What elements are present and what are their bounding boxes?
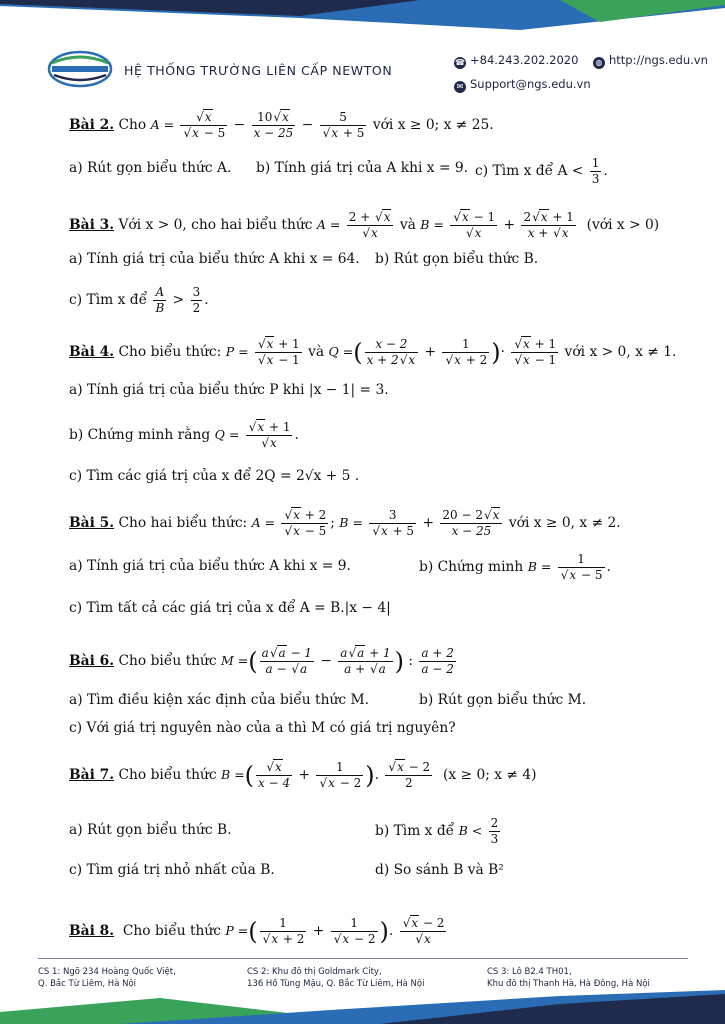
footer-campus-2-line-1: CS 2: Khu đô thị Goldmark City,: [247, 967, 382, 977]
problem-8-statement: Bài 8. Cho biểu thức P =( 1 √ x + 2 + 1 √ x − 2 ). √ x − 2 √ x: [69, 916, 448, 947]
problem-3-intro: Với x > 0, cho hai biểu thức: [118, 217, 313, 233]
problem-6-part-a: a) Tìm điều kiện xác định của biểu thức M.: [69, 692, 369, 708]
top-decorative-band: [0, 0, 725, 36]
problem-6-part-c: c) Với giá trị nguyên nào của a thì M có giá trị nguyên?: [69, 720, 456, 736]
problem-5-statement: Bài 5. Cho hai biểu thức: A = √ x + 2 √ x − 5 ; B = 3 √ x + 5 + $\frac{20 - 2√ x}{x - 25}$ với x ≥ 0, x ≠ 2.: [69, 508, 621, 539]
school-name: HỆ THỐNG TRƯỜNG LIÊN CẤP NEWTON: [124, 63, 393, 78]
phone-contact: [454, 53, 578, 69]
problem-2-condition: với x ≥ 0; x ≠ 25.: [372, 117, 494, 133]
phone-number: +84.243.202.2020: [470, 53, 579, 67]
problem-7-part-a: a) Rút gọn biểu thức B.: [69, 822, 232, 838]
problem-4-statement: Bài 4. Cho biểu thức: P = √ x + 1 √ x − 1 và Q =( $\frac{x - 2}{x + 2√ x}$ + 1 √ x + 2 )· √ x + 1 √ x − 1 với x > 0, x ≠ 1.: [69, 337, 676, 368]
problem-7-condition: (x ≥ 0; x ≠ 4): [442, 767, 537, 783]
problem-3-title: Bài 3.: [69, 217, 115, 233]
problem-7-parts-cd: [69, 864, 689, 878]
problem-2-parts: a) Rút gọn biểu thức A. b) Tính giá trị của A khi x = 9. c) Tìm x để A < $\frac{1}{3}$ .: [69, 156, 608, 186]
bottom-decorative-band: [0, 990, 725, 1024]
problem-7-part-d: d) So sánh B và B²: [375, 862, 504, 878]
problem-4-part-b: b) Chứng minh rằng: [69, 427, 211, 443]
problem-5-part-b: b) Chứng minh: [419, 559, 524, 575]
problem-5-part-c: c) Tìm tất cả các giá trị của x để A = B.|x − 4|: [69, 600, 391, 616]
mail-icon: ✉: [454, 81, 466, 93]
footer-campus-2: [247, 966, 424, 990]
problem-6-intro: Cho biểu thức: [118, 653, 217, 669]
problem-4-condition: với x > 0, x ≠ 1.: [564, 344, 677, 360]
problem-3-part-c: c) Tìm x để: [69, 292, 148, 308]
footer-campus-3-line-1: CS 3: Lô B2.4 TH01,: [487, 967, 572, 977]
problem-2-part-c: c) Tìm x để A <: [475, 163, 584, 179]
phone-icon: ☎: [455, 58, 465, 67]
problem-7-part-c: c) Tìm giá trị nhỏ nhất của B.: [69, 862, 275, 878]
problem-6-parts-ab: [69, 694, 689, 708]
footer-campus-1-line-2: Q. Bắc Từ Liêm, Hà Nội: [38, 979, 137, 989]
problem-3-part-a: a) Tính giá trị của biểu thức A khi x = 64.: [69, 251, 360, 267]
problem-4-and: và: [308, 344, 325, 360]
problem-3-parts-ab: [69, 253, 689, 267]
problem-2-statement: Bài 2. Cho A = √ x √ x − 5 − $\frac{10√ x}{x - 25}$ − 5 √ x + 5 với x ≥ 0; x ≠ 25.: [69, 110, 494, 141]
problem-5-parts-ab: a) Tính giá trị của biểu thức A khi x = 9. b) Chứng minh B = 1 √ x − 5 .: [69, 560, 689, 574]
problem-5-title: Bài 5.: [69, 515, 115, 531]
school-logo: [46, 49, 114, 89]
problem-4-part-c: c) Tìm các giá trị của x để 2Q = 2√x + 5 .: [69, 468, 360, 484]
problem-7-parts-ab: a) Rút gọn biểu thức B. b) Tìm x để B < $\frac{2}{3}$: [69, 816, 499, 846]
problem-2-intro: Cho: [118, 117, 147, 133]
problem-8-intro: Cho biểu thức: [122, 923, 222, 939]
problem-7-intro: Cho biểu thức: [118, 767, 217, 783]
problem-5-condition: với x ≥ 0, x ≠ 2.: [508, 515, 621, 531]
problem-6-title: Bài 6.: [69, 653, 115, 669]
problem-8-title: Bài 8.: [69, 923, 115, 939]
globe-icon: ◍: [593, 57, 605, 69]
problem-3-statement: Bài 3. Với x > 0, cho hai biểu thức A = 2 + √ x √ x và B = √ x − 1 √ x + $\frac{2√ x + 1}{x + √ x}$ (với x > 0): [69, 210, 659, 241]
email-contact[interactable]: [454, 77, 591, 93]
problem-7-part-b: b) Tìm x để: [375, 823, 455, 839]
problem-3-part-c-row: c) Tìm x để $\frac{A}{B}$ > $\frac{3}{2}$ .: [69, 285, 209, 315]
problem-4-part-b-row: b) Chứng minh rằng Q = √ x + 1 √ x .: [69, 420, 299, 451]
footer-campus-1-line-1: CS 1: Ngõ 234 Hoàng Quốc Việt,: [38, 967, 176, 977]
footer-campus-3-line-2: Khu đô thị Thanh Hà, Hà Đông, Hà Nội: [487, 979, 650, 989]
footer-campus-2-line-2: 136 Hồ Tùng Mậu, Q. Bắc Từ Liêm, Hà Nội: [247, 979, 425, 989]
website-link[interactable]: http://ngs.edu.vn: [609, 53, 708, 67]
problem-6-statement: Bài 6. Cho biểu thức M =( $\frac{a√ a - 1}{a - √ a}$ − $\frac{a√ a + 1}{a + √ a}$ ) : $\frac{a + 2}{a - 2}$: [69, 646, 458, 677]
footer-campus-1: [38, 966, 176, 990]
problem-3-condition: (với x > 0): [586, 217, 660, 233]
problem-4-intro: Cho biểu thức:: [118, 344, 222, 360]
problem-2-part-a: a) Rút gọn biểu thức A.: [69, 160, 232, 176]
problem-6-part-b: b) Rút gọn biểu thức M.: [419, 692, 587, 708]
footer-campus-3: [487, 966, 650, 990]
website-contact[interactable]: [593, 53, 708, 69]
problem-3-part-b: b) Rút gọn biểu thức B.: [375, 251, 539, 267]
problem-5-intro: Cho hai biểu thức:: [118, 515, 248, 531]
problem-5-part-a: a) Tính giá trị của biểu thức A khi x = 9.: [69, 558, 351, 574]
problem-4-title: Bài 4.: [69, 344, 115, 360]
problem-3-and: và: [399, 217, 416, 233]
email-link[interactable]: Support@ngs.edu.vn: [470, 77, 591, 91]
problem-7-title: Bài 7.: [69, 767, 115, 783]
problem-7-statement: Bài 7. Cho biểu thức B =( √ $\frac{x}{x - 4}$ + 1 √ x − 2 ). √ $\frac{x - 2}{2}$ (x ≥ 0; x ≠ 4): [69, 760, 537, 791]
footer-divider: [38, 958, 688, 959]
problem-2-part-b: b) Tính giá trị của A khi x = 9.: [256, 160, 469, 176]
problem-4-part-a: a) Tính giá trị của biểu thức P khi |x − 1| = 3.: [69, 382, 389, 398]
problem-2-title: Bài 2.: [69, 117, 115, 133]
